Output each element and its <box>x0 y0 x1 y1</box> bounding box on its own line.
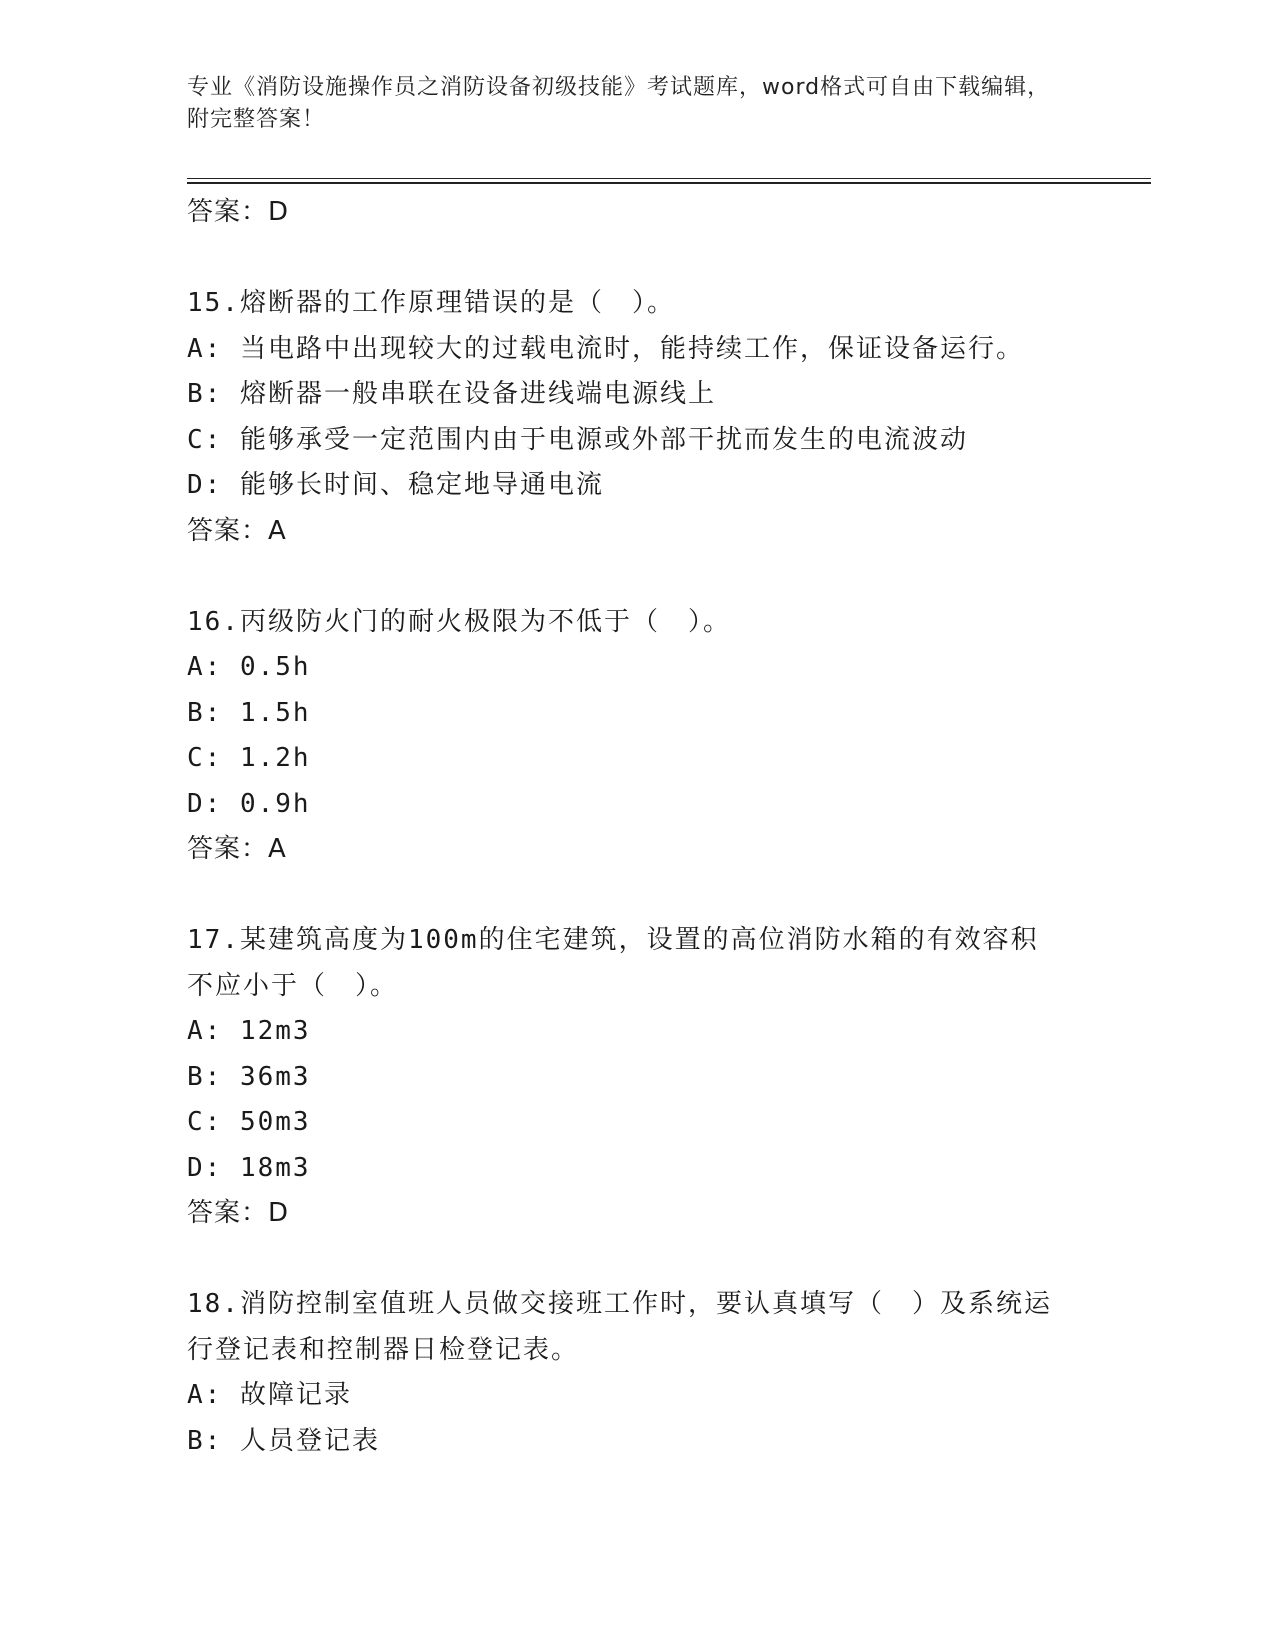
header-divider-thin <box>187 178 1151 179</box>
question-stem: 15.熔断器的工作原理错误的是（ ）。 <box>187 288 675 318</box>
option-b: B: 36m3 <box>187 1061 311 1092</box>
question-stem-line-1: 17.某建筑高度为100m的住宅建筑，设置的高位消防水箱的有效容积 <box>187 925 1039 955</box>
question-stem: 16.丙级防火门的耐火极限为不低于（ ）。 <box>187 606 731 637</box>
option-c: C: 1.2h <box>187 743 311 773</box>
option-b: B: 熔断器一般串联在设备进线端电源线上 <box>187 379 716 409</box>
spacer <box>187 236 1087 282</box>
spacer <box>187 1237 1087 1283</box>
answer: 答案：A <box>187 515 287 546</box>
option-b: B: 人员登记表 <box>187 1425 380 1456</box>
question-17 <box>187 918 1087 1237</box>
question-stem-line-1: 18.消防控制室值班人员做交接班工作时，要认真填写（ ）及系统运 <box>187 1289 1052 1319</box>
option-a: A: 当电路中出现较大的过载电流时，能持续工作，保证设备运行。 <box>187 333 1024 364</box>
option-a: A: 故障记录 <box>187 1380 352 1410</box>
option-a: A: 12m3 <box>187 1016 311 1046</box>
option-d: D: 0.9h <box>187 788 311 819</box>
question-list <box>187 190 1087 1464</box>
question-stem-line-2: 不应小于（ ）。 <box>187 970 399 1001</box>
question-16 <box>187 600 1087 873</box>
spacer <box>187 873 1087 919</box>
answer: 答案：D <box>187 1198 290 1228</box>
answer: 答案：A <box>187 834 287 864</box>
option-c: C: 50m3 <box>187 1107 311 1137</box>
option-d: D: 能够长时间、稳定地导通电流 <box>187 470 604 500</box>
question-18 <box>187 1282 1087 1464</box>
option-c: C: 能够承受一定范围内由于电源或外部干扰而发生的电流波动 <box>187 424 968 455</box>
spacer <box>187 554 1087 600</box>
previous-answer: 答案：D <box>187 197 290 227</box>
document-header <box>187 72 1067 136</box>
option-d: D: 18m3 <box>187 1152 311 1183</box>
header-text: 专业《消防设施操作员之消防设备初级技能》考试题库，word格式可自由下载编辑，附完整答案！ <box>187 75 1051 132</box>
option-a: A: 0.5h <box>187 652 311 682</box>
question-stem-line-2: 行登记表和控制器日检登记表。 <box>187 1334 580 1365</box>
option-b: B: 1.5h <box>187 697 311 728</box>
question-15 <box>187 281 1087 554</box>
header-divider-thick <box>187 182 1151 184</box>
